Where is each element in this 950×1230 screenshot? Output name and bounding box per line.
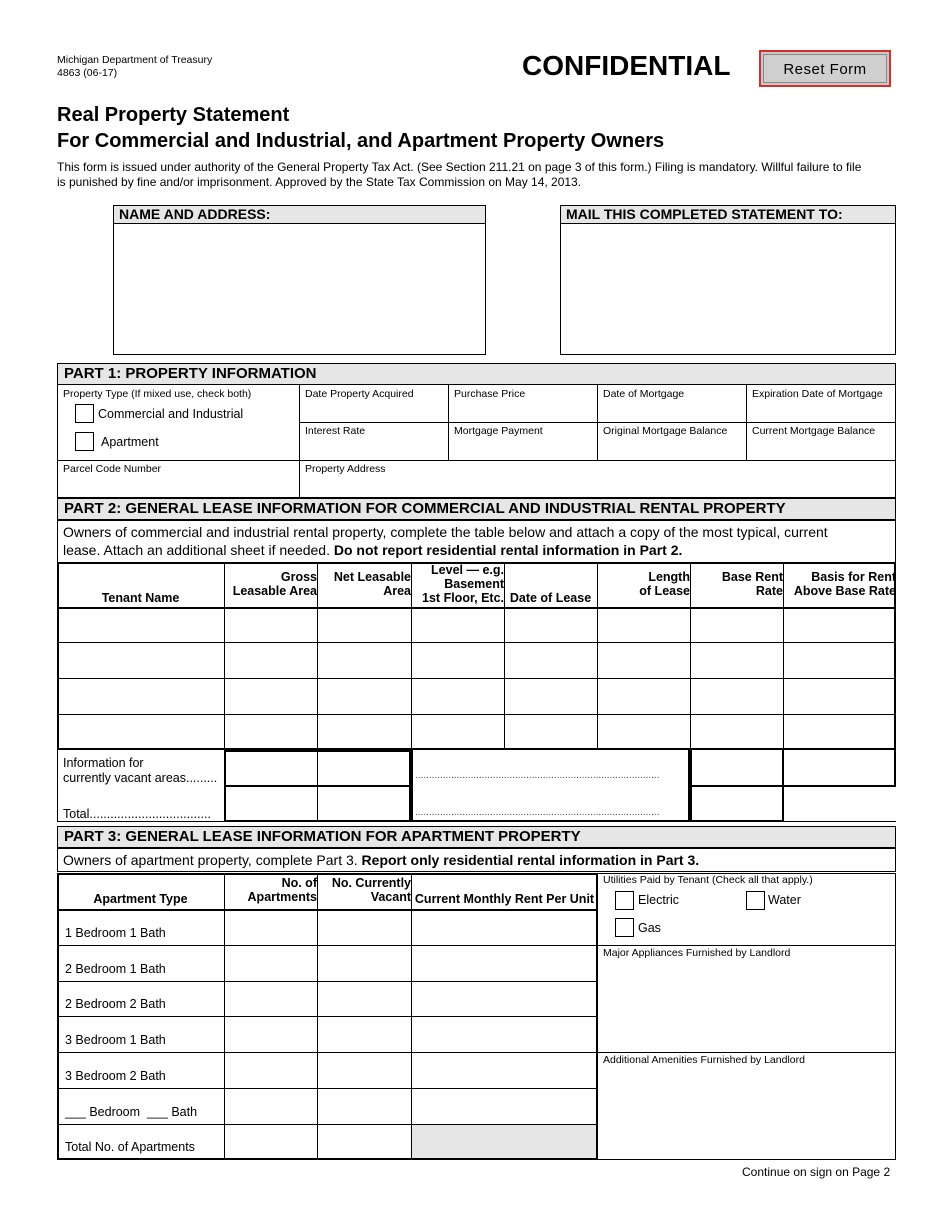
utilities-label: Utilities Paid by Tenant (Check all that apply.) [603, 874, 813, 886]
gas-label: Gas [638, 921, 661, 935]
name-address-input[interactable] [114, 224, 485, 354]
amenities-input[interactable] [598, 1068, 895, 1159]
electric-checkbox[interactable] [615, 891, 634, 910]
mail-to-label: MAIL THIS COMPLETED STATEMENT TO: [561, 206, 895, 224]
vacant-net-input[interactable] [318, 752, 409, 784]
vacant-basis-input[interactable] [785, 751, 893, 784]
intro-line-2: is punished by fine and/or imprisonment. Approved by the State Tax Commission on May 14, 2013. [57, 175, 582, 189]
apt-total-label: Total No. of Apartments [65, 1140, 195, 1154]
date-mortgage-input[interactable] [598, 400, 745, 421]
apartment-label: Apartment [101, 435, 159, 449]
name-address-label: NAME AND ADDRESS: [114, 206, 485, 224]
col-net-leasable: Net Leasable Area [333, 570, 411, 598]
part2-instr-1: Owners of commercial and industrial rental property, complete the table below and attach a copy of the most typical, current [63, 524, 828, 540]
col-tenant-name: Tenant Name [101, 591, 180, 605]
col-no-apartments: No. of Apartments [247, 876, 317, 904]
part1-heading: PART 1: PROPERTY INFORMATION [57, 363, 896, 385]
apt-row-label: 2 Bedroom 1 Bath [65, 962, 166, 976]
commercial-label: Commercial and Industrial [98, 407, 244, 421]
col-base-rent: Base Rent Rate [721, 570, 783, 598]
agency-name: Michigan Department of Treasury [57, 54, 213, 66]
interest-rate-label: Interest Rate [305, 425, 366, 437]
form-number: 4863 (06-17) [57, 67, 118, 79]
total-base-rent-input[interactable] [692, 787, 782, 820]
part3-instructions: Owners of apartment property, complete Part 3. Report only residential rental information in Part 3. [63, 852, 700, 868]
date-acquired-label: Date Property Acquired [305, 388, 414, 400]
vacant-areas-label: Information for currently vacant areas......... [63, 756, 218, 785]
mortgage-payment-input[interactable] [449, 437, 596, 459]
apartment-checkbox[interactable] [75, 432, 94, 451]
original-balance-input[interactable] [598, 437, 745, 459]
water-checkbox[interactable] [746, 891, 765, 910]
intro-line-1: This form is issued under authority of the General Property Tax Act. (See Section 211.21 on page 3 of this form.) Filing is mandatory. Willful failure to file [57, 160, 862, 174]
col-apartment-type: Apartment Type [93, 892, 188, 906]
apt-row-label: 3 Bedroom 1 Bath [65, 1033, 166, 1047]
purchase-price-label: Purchase Price [454, 388, 526, 400]
continue-note: Continue on sign on Page 2 [742, 1165, 891, 1179]
vacant-base-rent-input[interactable] [692, 751, 782, 784]
dotted-line-2: ........................................................................................ [415, 807, 660, 818]
apt-row-label: 1 Bedroom 1 Bath [65, 926, 166, 940]
total-label: Total................................... [63, 807, 211, 821]
total-gross-input[interactable] [226, 787, 316, 820]
original-balance-label: Original Mortgage Balance [603, 425, 728, 437]
property-address-input[interactable] [300, 475, 895, 497]
apt-row-label: 2 Bedroom 2 Bath [65, 997, 166, 1011]
col-basis-rent: Basis for Rent Above Base Rate [793, 570, 896, 598]
appliances-input[interactable] [598, 961, 895, 1051]
mortgage-payment-label: Mortgage Payment [454, 425, 543, 437]
purchase-price-input[interactable] [449, 400, 596, 421]
mail-to-area [561, 224, 895, 354]
current-balance-input[interactable] [747, 437, 895, 459]
date-acquired-input[interactable] [300, 400, 447, 421]
part2-instr-2: lease. Attach an additional sheet if needed. Do not report residential rental information in Part 2. [63, 542, 683, 558]
commercial-checkbox[interactable] [75, 404, 94, 423]
gas-checkbox[interactable] [615, 918, 634, 937]
date-mortgage-label: Date of Mortgage [603, 388, 685, 400]
confidential-label: CONFIDENTIAL [522, 50, 731, 81]
rent-total-shaded [412, 1125, 596, 1158]
reset-form-label: Reset Form [763, 54, 887, 83]
part3-heading: PART 3: GENERAL LEASE INFORMATION FOR APARTMENT PROPERTY [57, 826, 896, 848]
name-address-box [113, 205, 486, 355]
apt-row-label: 3 Bedroom 2 Bath [65, 1069, 166, 1083]
col-no-vacant: No. Currently Vacant [331, 876, 411, 904]
apt-row-label-custom: ___ Bedroom ___ Bath [65, 1105, 198, 1119]
part2-heading: PART 2: GENERAL LEASE INFORMATION FOR COMMERCIAL AND INDUSTRIAL RENTAL PROPERTY [57, 498, 896, 520]
expiration-mortgage-input[interactable] [747, 400, 895, 421]
dotted-line-1: ........................................................................................ [415, 770, 660, 781]
total-net-input[interactable] [318, 787, 409, 820]
col-monthly-rent: Current Monthly Rent Per Unit [414, 892, 595, 906]
property-type-label: Property Type (If mixed use, check both) [63, 388, 252, 400]
parcel-code-input[interactable] [58, 475, 298, 497]
appliances-label: Major Appliances Furnished by Landlord [603, 947, 791, 959]
interest-rate-input[interactable] [300, 437, 447, 459]
water-label: Water [768, 893, 801, 907]
property-address-label: Property Address [305, 463, 386, 475]
amenities-label: Additional Amenities Furnished by Landlord [603, 1054, 805, 1066]
expiration-mortgage-label: Expiration Date of Mortgage [752, 388, 883, 400]
reset-form-button[interactable] [759, 50, 891, 87]
title-line-2: For Commercial and Industrial, and Apartment Property Owners [57, 130, 665, 152]
parcel-code-label: Parcel Code Number [63, 463, 162, 475]
col-gross-leasable: Gross Leasable Area [232, 570, 317, 598]
vacant-gross-input[interactable] [226, 752, 316, 784]
col-length-of-lease: Length of Lease [639, 570, 690, 598]
electric-label: Electric [638, 893, 679, 907]
mail-to-box [560, 205, 896, 355]
col-date-of-lease: Date of Lease [509, 591, 592, 605]
col-level: Level — e.g. Basement 1st Floor, Etc. [422, 563, 504, 605]
title-line-1: Real Property Statement [57, 104, 290, 126]
current-balance-label: Current Mortgage Balance [752, 425, 876, 437]
